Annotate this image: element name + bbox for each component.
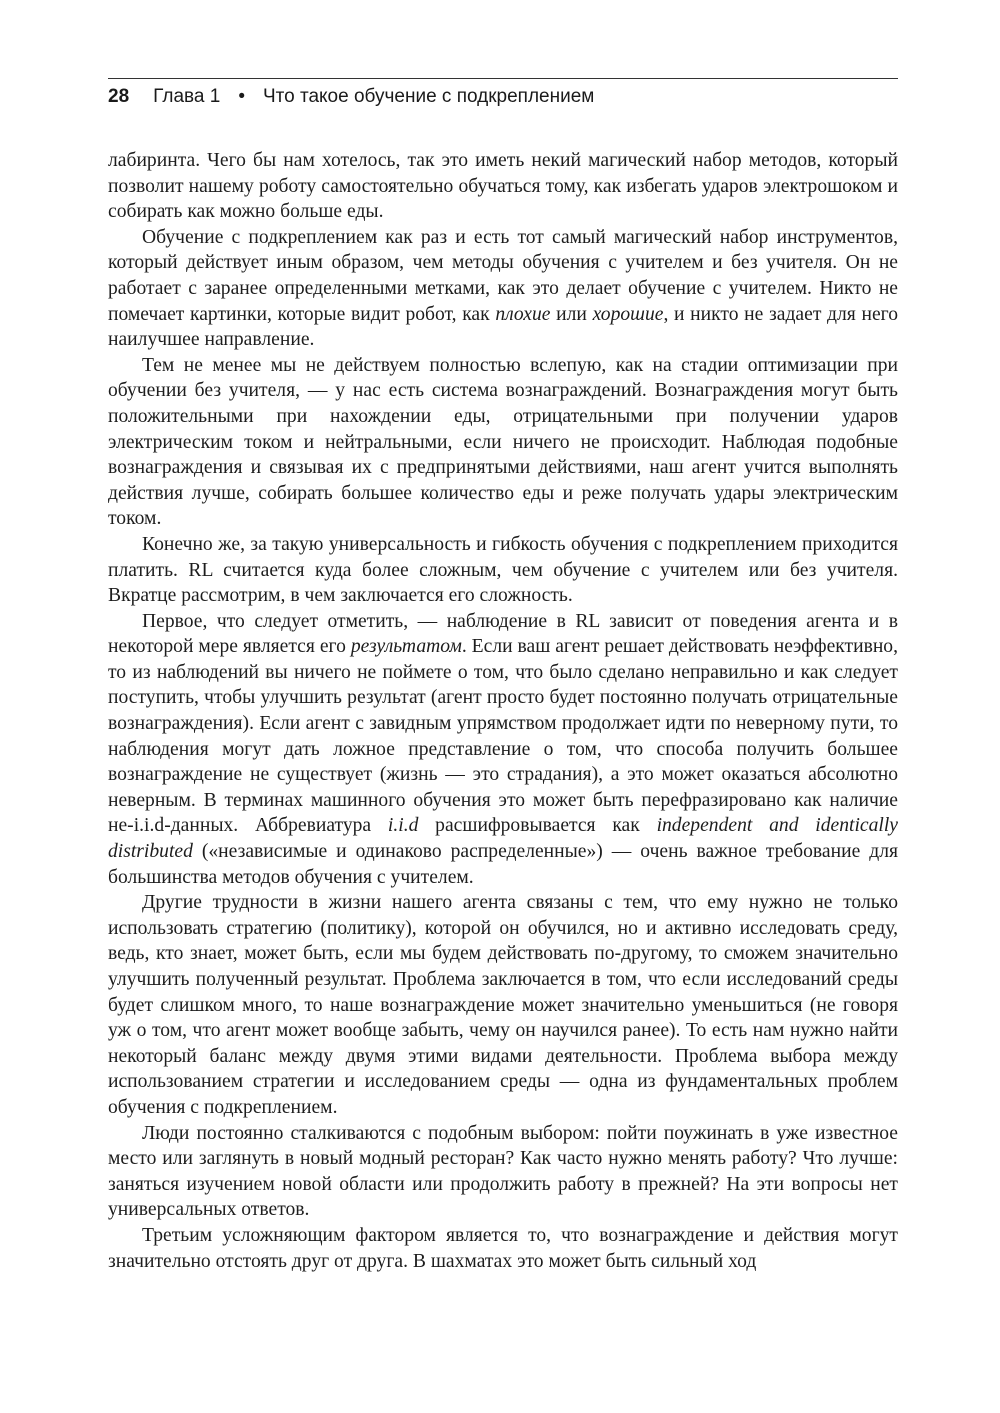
paragraph-3: Тем не менее мы не действуем полностью вслепую, как на стадии оптимизации при обучении без учителя, — у нас есть система вознаграждений. Вознаграждения могут быть положительными при нахождении еды, отрицательными при получении ударов электрическим током и нейтральными, если ничего не происходит. Наблюдая подобные вознаграждения и связывая их с предпринятыми действиями, наш агент учится выполнять действия лучше, собирать большее количество еды и реже получать удары электрическим током. [108,354,898,530]
paragraph-7: Люди постоянно сталкиваются с подобным выбором: пойти поужинать в уже известное место или заглянуть в новый модный ресторан? Как часто нужно менять работу? Что лучше: заняться изучением новой области или продолжить работу в прежней? На эти вопросы нет универсальных ответов. [108,1122,898,1221]
emphasis-bad: плохие [495,303,551,325]
chapter-title: Что такое обучение с подкреплением [262,86,595,107]
header-rule [108,78,898,79]
emphasis-result: результатом [350,636,462,658]
header-bullet: • [238,86,245,107]
paragraph-4: Конечно же, за такую универсальность и гибкость обучения с подкреплением приходится платить. RL считается куда более сложным, чем обучение с учителем или без учителя. Вкратце рассмотрим, в чем заключается его сложность. [108,533,898,607]
page-number: 28 [108,86,130,107]
page-body [108,148,898,1274]
emphasis-iid: i.i.d [387,815,419,837]
paragraph-6: Другие трудности в жизни нашего агента связаны с тем, что ему нужно не только использовать стратегию (политику), которой он обучился, но и активно исследовать среду, ведь, кто знает, может быть, если мы будем действовать по-другому, то сможем значительно улучшить полученный результат. Проблема заключается в том, что если исследований среды будет слишком много, то наше вознаграждение может значительно уменьшиться (не говоря уж о том, что агент может вообще забыть, чему он научился ранее). То есть нам нужно найти некоторый баланс между двумя этими видами деятельности. Проблема выбора между использованием стратегии и исследованием среды — одна из фундаментальных проблем обучения с подкреплением. [108,892,898,1118]
paragraph-5: Первое, что следует отметить, — наблюдение в RL зависит от поведения агента и в некоторой мере является его результатом. Если ваш агент решает действовать неэффективно, то из наблюдений вы ничего не поймете о том, что было сделано неправильно и как следует поступить, чтобы улучшить результат (агент просто будет постоянно получать отрицательные вознаграждения). Если агент с завидным упрямством продолжает идти по неверному пути, то наблюдения могут дать ложное представление о том, что способа получить большее вознаграждение не существует (жизнь — это страдания), а это может оказаться абсолютно неверным. В терминах машинного обучения это может быть перефразировано как наличие не-i.i.d-данных. Аббревиатура i.i.d расшифровывается как independent and identically distributed («независимые и одинаково распределенные») — очень важное требование для большинства методов обучения с учителем. [108,610,899,888]
chapter-label: Глава 1 [153,86,221,107]
emphasis-iid-expansion: independent and identically distributed [108,815,898,863]
emphasis-good: хорошие [592,303,664,325]
paragraph-2: Обучение с подкреплением как раз и есть тот самый магический набор инструментов, который действует иным образом, чем методы обучения с учителем и без учителя. Он не работает с заранее определенными метками, как это делает обучение с учителем. Никто не помечает картинки, которые видит робот, как плохие или хорошие, и никто не задает для него наилучшее направление. [108,226,898,351]
paragraph-1: лабиринта. Чего бы нам хотелось, так это иметь некий магический набор методов, который позволит нашему роботу самостоятельно обучаться тому, как избегать ударов электрошоком и собирать как можно больше еды. [108,150,898,223]
running-header [108,82,898,112]
paragraph-8: Третьим усложняющим фактором является то, что вознаграждение и действия могут значительно отстоять друг от друга. В шахматах это может быть сильный ход [108,1224,898,1272]
